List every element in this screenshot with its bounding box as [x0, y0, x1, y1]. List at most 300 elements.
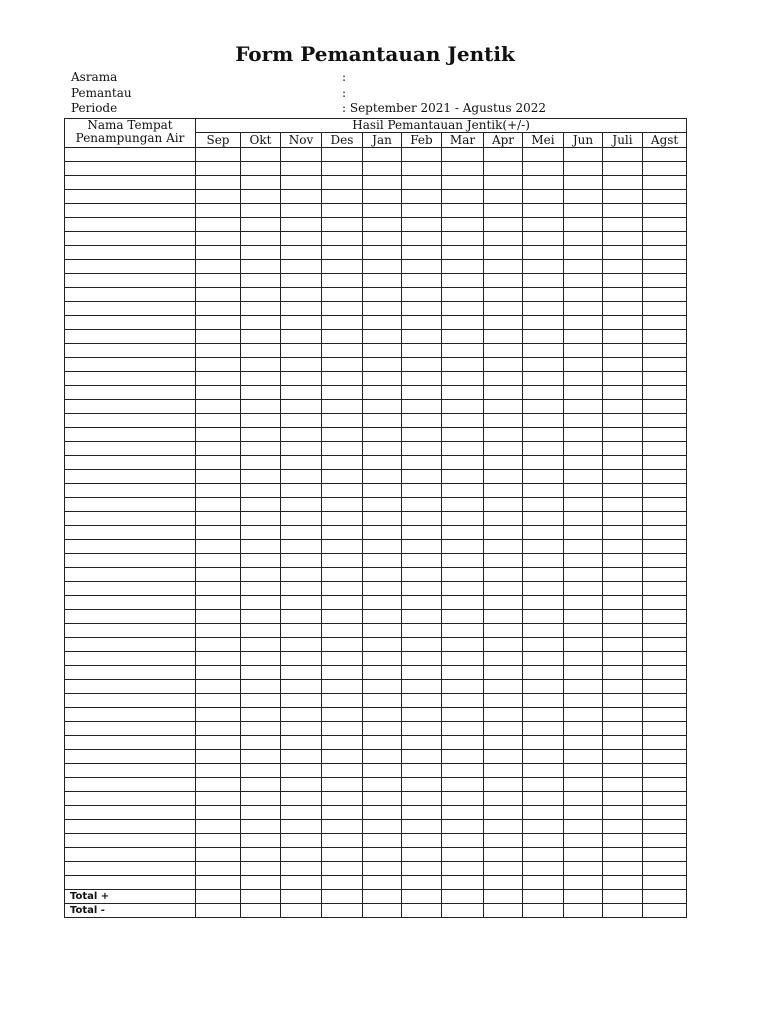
result-cell[interactable]	[241, 442, 281, 456]
result-cell[interactable]	[363, 288, 402, 302]
result-cell[interactable]	[523, 694, 564, 708]
result-cell[interactable]	[484, 372, 523, 386]
result-cell[interactable]	[564, 512, 603, 526]
result-cell[interactable]	[322, 526, 363, 540]
result-cell[interactable]	[484, 386, 523, 400]
result-cell[interactable]	[322, 736, 363, 750]
result-cell[interactable]	[564, 652, 603, 666]
container-name-cell[interactable]	[65, 372, 196, 386]
result-cell[interactable]	[241, 372, 281, 386]
result-cell[interactable]	[281, 596, 322, 610]
result-cell[interactable]	[402, 750, 442, 764]
result-cell[interactable]	[523, 386, 564, 400]
total-cell[interactable]	[402, 904, 442, 918]
result-cell[interactable]	[643, 568, 687, 582]
result-cell[interactable]	[442, 596, 484, 610]
result-cell[interactable]	[322, 400, 363, 414]
result-cell[interactable]	[322, 442, 363, 456]
result-cell[interactable]	[281, 568, 322, 582]
container-name-cell[interactable]	[65, 484, 196, 498]
result-cell[interactable]	[402, 694, 442, 708]
container-name-cell[interactable]	[65, 204, 196, 218]
result-cell[interactable]	[241, 512, 281, 526]
result-cell[interactable]	[523, 526, 564, 540]
result-cell[interactable]	[281, 554, 322, 568]
result-cell[interactable]	[402, 736, 442, 750]
result-cell[interactable]	[523, 316, 564, 330]
result-cell[interactable]	[442, 526, 484, 540]
result-cell[interactable]	[564, 596, 603, 610]
result-cell[interactable]	[523, 484, 564, 498]
result-cell[interactable]	[241, 176, 281, 190]
result-cell[interactable]	[241, 680, 281, 694]
total-cell[interactable]	[442, 904, 484, 918]
result-cell[interactable]	[402, 666, 442, 680]
result-cell[interactable]	[196, 820, 241, 834]
result-cell[interactable]	[241, 582, 281, 596]
result-cell[interactable]	[442, 358, 484, 372]
result-cell[interactable]	[442, 498, 484, 512]
result-cell[interactable]	[442, 484, 484, 498]
result-cell[interactable]	[564, 470, 603, 484]
result-cell[interactable]	[363, 862, 402, 876]
result-cell[interactable]	[643, 442, 687, 456]
result-cell[interactable]	[523, 554, 564, 568]
result-cell[interactable]	[281, 876, 322, 890]
result-cell[interactable]	[523, 666, 564, 680]
result-cell[interactable]	[241, 820, 281, 834]
result-cell[interactable]	[196, 680, 241, 694]
result-cell[interactable]	[442, 876, 484, 890]
result-cell[interactable]	[402, 638, 442, 652]
result-cell[interactable]	[643, 386, 687, 400]
result-cell[interactable]	[281, 526, 322, 540]
container-name-cell[interactable]	[65, 750, 196, 764]
result-cell[interactable]	[281, 456, 322, 470]
result-cell[interactable]	[196, 274, 241, 288]
result-cell[interactable]	[402, 610, 442, 624]
result-cell[interactable]	[442, 554, 484, 568]
result-cell[interactable]	[281, 176, 322, 190]
result-cell[interactable]	[363, 428, 402, 442]
result-cell[interactable]	[322, 204, 363, 218]
result-cell[interactable]	[643, 316, 687, 330]
result-cell[interactable]	[402, 260, 442, 274]
result-cell[interactable]	[484, 736, 523, 750]
result-cell[interactable]	[363, 176, 402, 190]
total-cell[interactable]	[363, 904, 402, 918]
result-cell[interactable]	[643, 638, 687, 652]
container-name-cell[interactable]	[65, 554, 196, 568]
container-name-cell[interactable]	[65, 624, 196, 638]
result-cell[interactable]	[322, 372, 363, 386]
result-cell[interactable]	[281, 484, 322, 498]
result-cell[interactable]	[363, 736, 402, 750]
result-cell[interactable]	[603, 750, 643, 764]
result-cell[interactable]	[643, 694, 687, 708]
container-name-cell[interactable]	[65, 232, 196, 246]
result-cell[interactable]	[241, 456, 281, 470]
result-cell[interactable]	[322, 610, 363, 624]
result-cell[interactable]	[564, 316, 603, 330]
result-cell[interactable]	[402, 498, 442, 512]
result-cell[interactable]	[643, 554, 687, 568]
result-cell[interactable]	[241, 428, 281, 442]
container-name-cell[interactable]	[65, 176, 196, 190]
result-cell[interactable]	[241, 792, 281, 806]
result-cell[interactable]	[643, 680, 687, 694]
result-cell[interactable]	[241, 218, 281, 232]
container-name-cell[interactable]	[65, 316, 196, 330]
result-cell[interactable]	[241, 750, 281, 764]
result-cell[interactable]	[363, 750, 402, 764]
total-cell[interactable]	[523, 890, 564, 904]
result-cell[interactable]	[196, 834, 241, 848]
result-cell[interactable]	[363, 568, 402, 582]
total-cell[interactable]	[322, 904, 363, 918]
result-cell[interactable]	[442, 302, 484, 316]
result-cell[interactable]	[241, 778, 281, 792]
result-cell[interactable]	[241, 232, 281, 246]
result-cell[interactable]	[523, 820, 564, 834]
total-cell[interactable]	[281, 890, 322, 904]
result-cell[interactable]	[643, 162, 687, 176]
container-name-cell[interactable]	[65, 414, 196, 428]
result-cell[interactable]	[196, 806, 241, 820]
result-cell[interactable]	[402, 316, 442, 330]
result-cell[interactable]	[363, 820, 402, 834]
result-cell[interactable]	[484, 260, 523, 274]
container-name-cell[interactable]	[65, 736, 196, 750]
result-cell[interactable]	[603, 652, 643, 666]
result-cell[interactable]	[603, 176, 643, 190]
result-cell[interactable]	[484, 288, 523, 302]
result-cell[interactable]	[564, 232, 603, 246]
result-cell[interactable]	[484, 624, 523, 638]
result-cell[interactable]	[196, 764, 241, 778]
total-cell[interactable]	[523, 904, 564, 918]
result-cell[interactable]	[442, 778, 484, 792]
result-cell[interactable]	[281, 680, 322, 694]
result-cell[interactable]	[442, 162, 484, 176]
result-cell[interactable]	[442, 834, 484, 848]
result-cell[interactable]	[564, 190, 603, 204]
result-cell[interactable]	[442, 820, 484, 834]
result-cell[interactable]	[643, 274, 687, 288]
result-cell[interactable]	[322, 862, 363, 876]
result-cell[interactable]	[442, 428, 484, 442]
result-cell[interactable]	[564, 764, 603, 778]
result-cell[interactable]	[402, 232, 442, 246]
result-cell[interactable]	[402, 442, 442, 456]
container-name-cell[interactable]	[65, 722, 196, 736]
container-name-cell[interactable]	[65, 456, 196, 470]
result-cell[interactable]	[643, 652, 687, 666]
result-cell[interactable]	[484, 358, 523, 372]
result-cell[interactable]	[363, 806, 402, 820]
result-cell[interactable]	[196, 526, 241, 540]
result-cell[interactable]	[603, 246, 643, 260]
result-cell[interactable]	[322, 764, 363, 778]
result-cell[interactable]	[484, 540, 523, 554]
result-cell[interactable]	[484, 176, 523, 190]
result-cell[interactable]	[363, 610, 402, 624]
total-cell[interactable]	[402, 890, 442, 904]
result-cell[interactable]	[281, 722, 322, 736]
result-cell[interactable]	[196, 232, 241, 246]
result-cell[interactable]	[603, 148, 643, 162]
result-cell[interactable]	[363, 792, 402, 806]
result-cell[interactable]	[241, 498, 281, 512]
result-cell[interactable]	[281, 288, 322, 302]
result-cell[interactable]	[322, 512, 363, 526]
result-cell[interactable]	[322, 554, 363, 568]
result-cell[interactable]	[402, 470, 442, 484]
result-cell[interactable]	[603, 596, 643, 610]
total-cell[interactable]	[564, 904, 603, 918]
result-cell[interactable]	[523, 610, 564, 624]
result-cell[interactable]	[603, 470, 643, 484]
result-cell[interactable]	[363, 778, 402, 792]
result-cell[interactable]	[442, 680, 484, 694]
result-cell[interactable]	[523, 246, 564, 260]
result-cell[interactable]	[564, 498, 603, 512]
result-cell[interactable]	[603, 204, 643, 218]
result-cell[interactable]	[363, 190, 402, 204]
result-cell[interactable]	[603, 820, 643, 834]
result-cell[interactable]	[523, 344, 564, 358]
result-cell[interactable]	[442, 610, 484, 624]
result-cell[interactable]	[402, 414, 442, 428]
result-cell[interactable]	[363, 302, 402, 316]
result-cell[interactable]	[363, 162, 402, 176]
result-cell[interactable]	[564, 862, 603, 876]
result-cell[interactable]	[281, 190, 322, 204]
container-name-cell[interactable]	[65, 148, 196, 162]
result-cell[interactable]	[603, 694, 643, 708]
result-cell[interactable]	[564, 540, 603, 554]
result-cell[interactable]	[603, 484, 643, 498]
result-cell[interactable]	[523, 260, 564, 274]
result-cell[interactable]	[241, 148, 281, 162]
result-cell[interactable]	[402, 680, 442, 694]
result-cell[interactable]	[196, 246, 241, 260]
result-cell[interactable]	[241, 722, 281, 736]
result-cell[interactable]	[442, 330, 484, 344]
result-cell[interactable]	[484, 792, 523, 806]
result-cell[interactable]	[442, 246, 484, 260]
total-cell[interactable]	[196, 890, 241, 904]
result-cell[interactable]	[442, 218, 484, 232]
result-cell[interactable]	[564, 400, 603, 414]
result-cell[interactable]	[564, 750, 603, 764]
result-cell[interactable]	[564, 610, 603, 624]
result-cell[interactable]	[363, 456, 402, 470]
result-cell[interactable]	[523, 190, 564, 204]
result-cell[interactable]	[523, 148, 564, 162]
result-cell[interactable]	[281, 624, 322, 638]
result-cell[interactable]	[281, 204, 322, 218]
result-cell[interactable]	[402, 596, 442, 610]
container-name-cell[interactable]	[65, 764, 196, 778]
result-cell[interactable]	[603, 778, 643, 792]
result-cell[interactable]	[603, 736, 643, 750]
container-name-cell[interactable]	[65, 330, 196, 344]
result-cell[interactable]	[442, 204, 484, 218]
result-cell[interactable]	[281, 372, 322, 386]
result-cell[interactable]	[442, 722, 484, 736]
result-cell[interactable]	[402, 708, 442, 722]
result-cell[interactable]	[196, 442, 241, 456]
container-name-cell[interactable]	[65, 582, 196, 596]
result-cell[interactable]	[196, 694, 241, 708]
result-cell[interactable]	[523, 414, 564, 428]
total-cell[interactable]	[643, 890, 687, 904]
result-cell[interactable]	[564, 162, 603, 176]
result-cell[interactable]	[643, 582, 687, 596]
result-cell[interactable]	[322, 176, 363, 190]
result-cell[interactable]	[564, 568, 603, 582]
result-cell[interactable]	[643, 372, 687, 386]
result-cell[interactable]	[523, 428, 564, 442]
total-cell[interactable]	[281, 904, 322, 918]
result-cell[interactable]	[322, 652, 363, 666]
result-cell[interactable]	[196, 148, 241, 162]
result-cell[interactable]	[363, 876, 402, 890]
result-cell[interactable]	[281, 848, 322, 862]
result-cell[interactable]	[281, 694, 322, 708]
result-cell[interactable]	[523, 792, 564, 806]
result-cell[interactable]	[643, 512, 687, 526]
result-cell[interactable]	[322, 666, 363, 680]
result-cell[interactable]	[322, 498, 363, 512]
result-cell[interactable]	[603, 834, 643, 848]
result-cell[interactable]	[196, 162, 241, 176]
result-cell[interactable]	[564, 372, 603, 386]
result-cell[interactable]	[603, 764, 643, 778]
container-name-cell[interactable]	[65, 848, 196, 862]
result-cell[interactable]	[442, 400, 484, 414]
container-name-cell[interactable]	[65, 708, 196, 722]
result-cell[interactable]	[363, 638, 402, 652]
result-cell[interactable]	[484, 302, 523, 316]
result-cell[interactable]	[322, 750, 363, 764]
result-cell[interactable]	[564, 428, 603, 442]
result-cell[interactable]	[281, 764, 322, 778]
result-cell[interactable]	[442, 848, 484, 862]
result-cell[interactable]	[322, 330, 363, 344]
result-cell[interactable]	[484, 666, 523, 680]
total-cell[interactable]	[484, 904, 523, 918]
result-cell[interactable]	[322, 834, 363, 848]
result-cell[interactable]	[196, 302, 241, 316]
total-cell[interactable]	[643, 904, 687, 918]
result-cell[interactable]	[523, 540, 564, 554]
result-cell[interactable]	[281, 274, 322, 288]
container-name-cell[interactable]	[65, 792, 196, 806]
result-cell[interactable]	[281, 638, 322, 652]
result-cell[interactable]	[442, 232, 484, 246]
result-cell[interactable]	[442, 176, 484, 190]
result-cell[interactable]	[196, 484, 241, 498]
result-cell[interactable]	[281, 778, 322, 792]
result-cell[interactable]	[281, 820, 322, 834]
result-cell[interactable]	[484, 414, 523, 428]
result-cell[interactable]	[564, 876, 603, 890]
result-cell[interactable]	[643, 526, 687, 540]
result-cell[interactable]	[322, 162, 363, 176]
container-name-cell[interactable]	[65, 358, 196, 372]
result-cell[interactable]	[484, 778, 523, 792]
result-cell[interactable]	[484, 344, 523, 358]
result-cell[interactable]	[322, 568, 363, 582]
result-cell[interactable]	[523, 442, 564, 456]
result-cell[interactable]	[603, 400, 643, 414]
result-cell[interactable]	[402, 582, 442, 596]
result-cell[interactable]	[241, 624, 281, 638]
result-cell[interactable]	[484, 862, 523, 876]
container-name-cell[interactable]	[65, 638, 196, 652]
result-cell[interactable]	[643, 792, 687, 806]
result-cell[interactable]	[196, 330, 241, 344]
container-name-cell[interactable]	[65, 834, 196, 848]
result-cell[interactable]	[442, 764, 484, 778]
result-cell[interactable]	[643, 806, 687, 820]
result-cell[interactable]	[322, 246, 363, 260]
result-cell[interactable]	[484, 638, 523, 652]
result-cell[interactable]	[196, 190, 241, 204]
result-cell[interactable]	[196, 722, 241, 736]
result-cell[interactable]	[402, 358, 442, 372]
result-cell[interactable]	[402, 764, 442, 778]
result-cell[interactable]	[643, 708, 687, 722]
result-cell[interactable]	[643, 428, 687, 442]
result-cell[interactable]	[484, 330, 523, 344]
result-cell[interactable]	[196, 288, 241, 302]
result-cell[interactable]	[523, 302, 564, 316]
result-cell[interactable]	[402, 652, 442, 666]
result-cell[interactable]	[643, 302, 687, 316]
result-cell[interactable]	[196, 414, 241, 428]
result-cell[interactable]	[442, 386, 484, 400]
result-cell[interactable]	[484, 190, 523, 204]
result-cell[interactable]	[196, 204, 241, 218]
container-name-cell[interactable]	[65, 442, 196, 456]
result-cell[interactable]	[484, 428, 523, 442]
result-cell[interactable]	[523, 806, 564, 820]
result-cell[interactable]	[603, 302, 643, 316]
result-cell[interactable]	[484, 820, 523, 834]
result-cell[interactable]	[523, 876, 564, 890]
result-cell[interactable]	[363, 484, 402, 498]
result-cell[interactable]	[643, 218, 687, 232]
result-cell[interactable]	[442, 806, 484, 820]
result-cell[interactable]	[523, 498, 564, 512]
result-cell[interactable]	[402, 162, 442, 176]
result-cell[interactable]	[643, 778, 687, 792]
result-cell[interactable]	[363, 148, 402, 162]
result-cell[interactable]	[603, 316, 643, 330]
result-cell[interactable]	[363, 666, 402, 680]
result-cell[interactable]	[484, 162, 523, 176]
result-cell[interactable]	[322, 456, 363, 470]
result-cell[interactable]	[241, 344, 281, 358]
container-name-cell[interactable]	[65, 666, 196, 680]
result-cell[interactable]	[241, 806, 281, 820]
container-name-cell[interactable]	[65, 274, 196, 288]
result-cell[interactable]	[322, 778, 363, 792]
result-cell[interactable]	[564, 722, 603, 736]
